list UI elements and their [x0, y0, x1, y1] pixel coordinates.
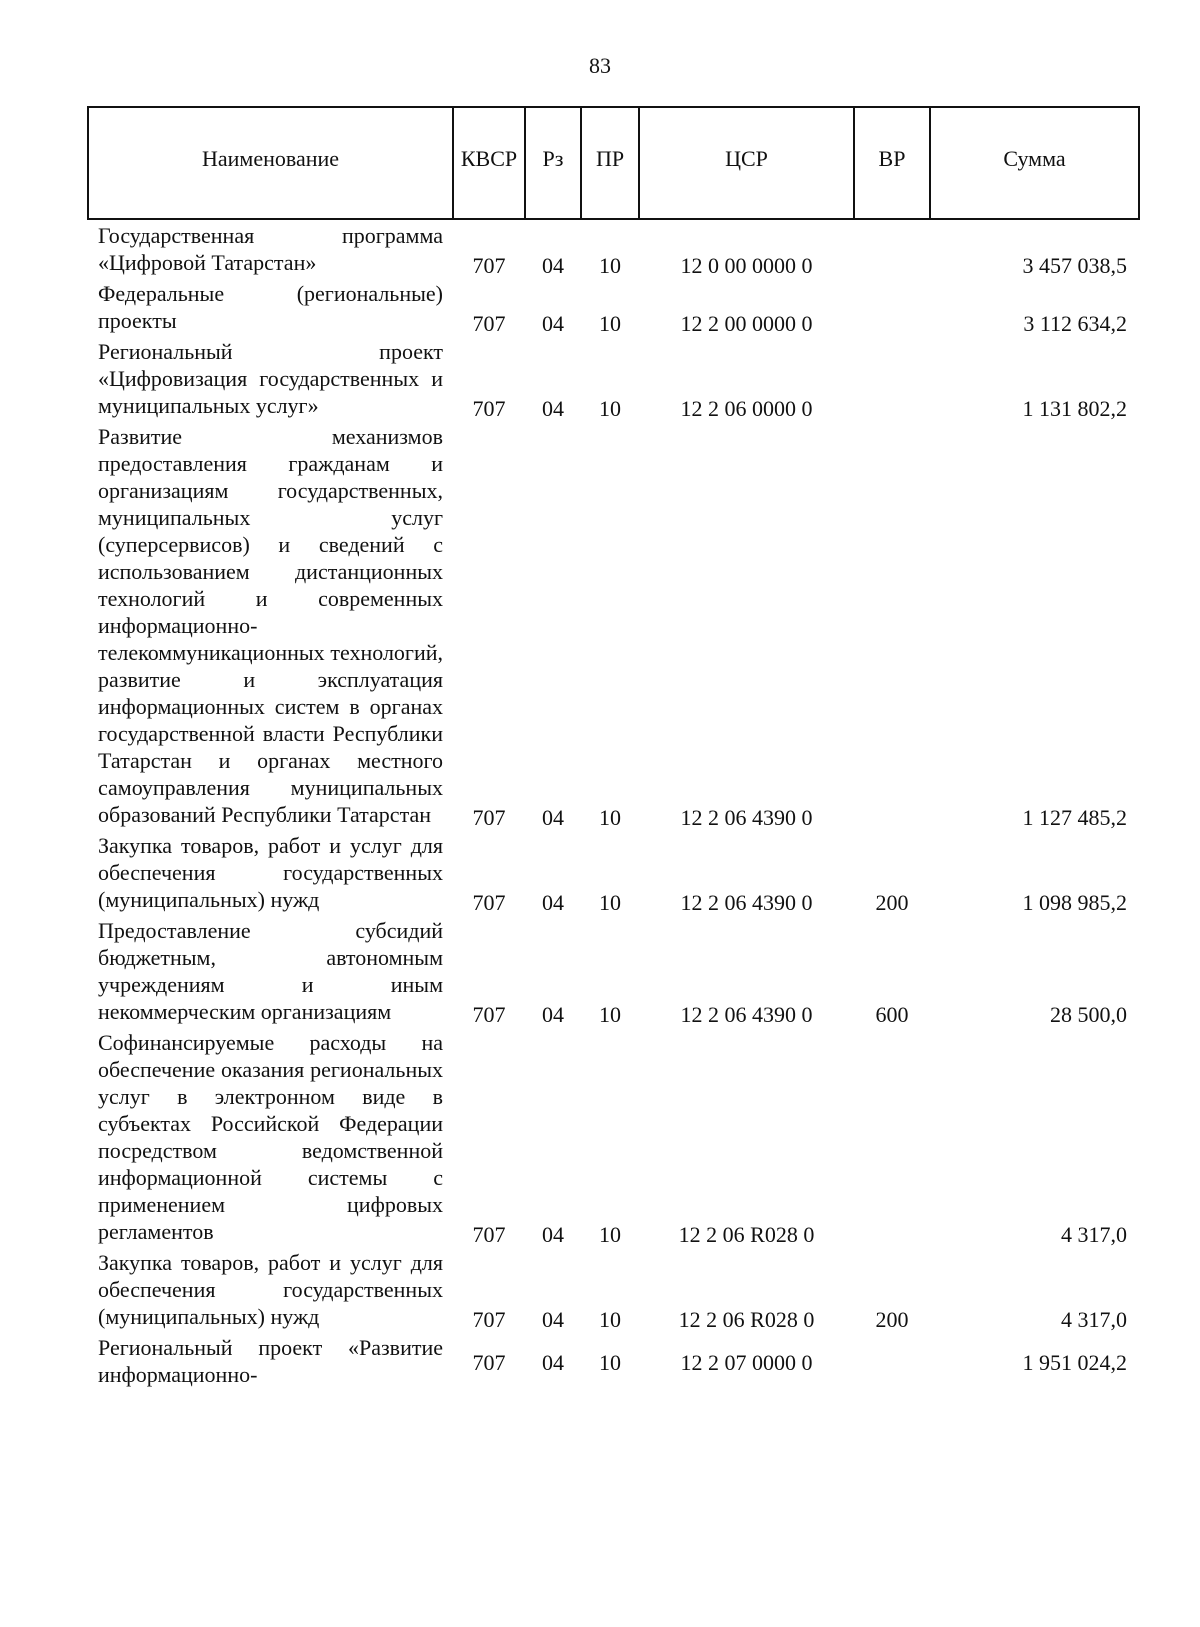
row-csr: 12 2 06 R028 0 [678, 1307, 815, 1332]
header-kvsr: КВСР [453, 107, 525, 219]
row-kvsr: 707 [472, 1002, 506, 1027]
row-rz: 04 [542, 253, 564, 278]
row-name: Государственная программа «Цифровой Татарстан» [98, 223, 443, 275]
row-csr: 12 2 06 4390 0 [680, 890, 813, 915]
table-row [88, 280, 1139, 338]
row-csr: 12 2 06 4390 0 [680, 1002, 813, 1027]
row-vr: 200 [875, 890, 909, 915]
row-name: Федеральные (региональные) проекты [98, 281, 443, 333]
row-csr: 12 2 06 4390 0 [680, 805, 813, 830]
row-sum: 3 457 038,5 [1022, 253, 1127, 278]
table-row [88, 1334, 1139, 1392]
row-pr: 10 [599, 805, 621, 830]
row-sum: 3 112 634,2 [1023, 311, 1127, 336]
row-name: Софинансируемые расходы на обеспечение оказания региональных услуг в электронном виде в субъектах Российской Федерации посредством ведомственной информационной системы с применением цифровых регламентов [98, 1030, 443, 1244]
row-pr: 10 [599, 396, 621, 421]
row-sum: 1 951 024,2 [1022, 1350, 1127, 1375]
row-rz: 04 [542, 396, 564, 421]
table-row [88, 1249, 1139, 1334]
row-csr: 12 0 00 0000 0 [680, 253, 813, 278]
row-kvsr: 707 [472, 890, 506, 915]
row-sum: 4 317,0 [1061, 1222, 1127, 1247]
table-row [88, 832, 1139, 917]
header-csr: ЦСР [639, 107, 854, 219]
row-kvsr: 707 [472, 253, 506, 278]
header-name: Наименование [88, 107, 453, 219]
row-vr [854, 1334, 930, 1392]
header-rz: Рз [525, 107, 581, 219]
header-vr: ВР [854, 107, 930, 219]
table-row [88, 917, 1139, 1029]
row-csr: 12 2 06 0000 0 [680, 396, 813, 421]
row-rz: 04 [542, 890, 564, 915]
row-pr: 10 [599, 1307, 621, 1332]
table-row [88, 219, 1139, 280]
table-row [88, 423, 1139, 832]
table-header-row [88, 107, 1139, 219]
row-rz: 04 [542, 311, 564, 336]
row-sum: 1 131 802,2 [1022, 396, 1127, 421]
row-name: Предоставление субсидий бюджетным, автономным учреждениям и иным некоммерческим организациям [98, 918, 443, 1024]
row-kvsr: 707 [472, 311, 506, 336]
row-rz: 04 [542, 1002, 564, 1027]
row-csr: 12 2 07 0000 0 [680, 1350, 813, 1375]
table-row [88, 338, 1139, 423]
row-sum: 1 098 985,2 [1022, 890, 1127, 915]
row-pr: 10 [599, 1002, 621, 1027]
row-pr: 10 [599, 1222, 621, 1247]
row-name: Закупка товаров, работ и услуг для обеспечения государственных (муниципальных) нужд [98, 833, 443, 912]
row-pr: 10 [599, 311, 621, 336]
row-vr [854, 423, 930, 832]
row-name: Закупка товаров, работ и услуг для обеспечения государственных (муниципальных) нужд [98, 1250, 443, 1329]
row-vr [854, 338, 930, 423]
row-name: Развитие механизмов предоставления гражданам и организациям государственных, муниципальных услуг (суперсервисов) и сведений с использованием дистанционных технологий и современных информационно-телекоммуникационных технологий, развитие и эксплуатация информационных систем в органах государственной власти Республики Татарстан и органах местного самоуправления муниципальных образований Республики Татарстан [98, 424, 443, 827]
row-kvsr: 707 [472, 1222, 506, 1247]
header-pr: ПР [581, 107, 639, 219]
row-sum: 4 317,0 [1061, 1307, 1127, 1332]
header-sum: Сумма [930, 107, 1139, 219]
row-kvsr: 707 [472, 396, 506, 421]
row-vr [854, 1029, 930, 1249]
row-vr: 600 [875, 1002, 909, 1027]
row-name: Региональный проект «Развитие информационно- [98, 1335, 443, 1387]
row-vr: 200 [875, 1307, 909, 1332]
page-number: 83 [589, 53, 611, 78]
budget-table [87, 106, 1140, 1392]
row-sum: 1 127 485,2 [1022, 805, 1127, 830]
row-csr: 12 2 06 R028 0 [678, 1222, 815, 1247]
row-vr [854, 219, 930, 280]
row-rz: 04 [542, 1307, 564, 1332]
row-rz: 04 [542, 805, 564, 830]
row-rz: 04 [542, 1222, 564, 1247]
row-kvsr: 707 [472, 1307, 506, 1332]
row-kvsr: 707 [472, 1350, 506, 1375]
row-pr: 10 [599, 1350, 621, 1375]
row-sum: 28 500,0 [1050, 1002, 1127, 1027]
table-row [88, 1029, 1139, 1249]
row-pr: 10 [599, 890, 621, 915]
row-name: Региональный проект «Цифровизация государственных и муниципальных услуг» [98, 339, 443, 418]
row-csr: 12 2 00 0000 0 [680, 311, 813, 336]
row-rz: 04 [542, 1350, 564, 1375]
row-vr [854, 280, 930, 338]
row-kvsr: 707 [472, 805, 506, 830]
row-pr: 10 [599, 253, 621, 278]
